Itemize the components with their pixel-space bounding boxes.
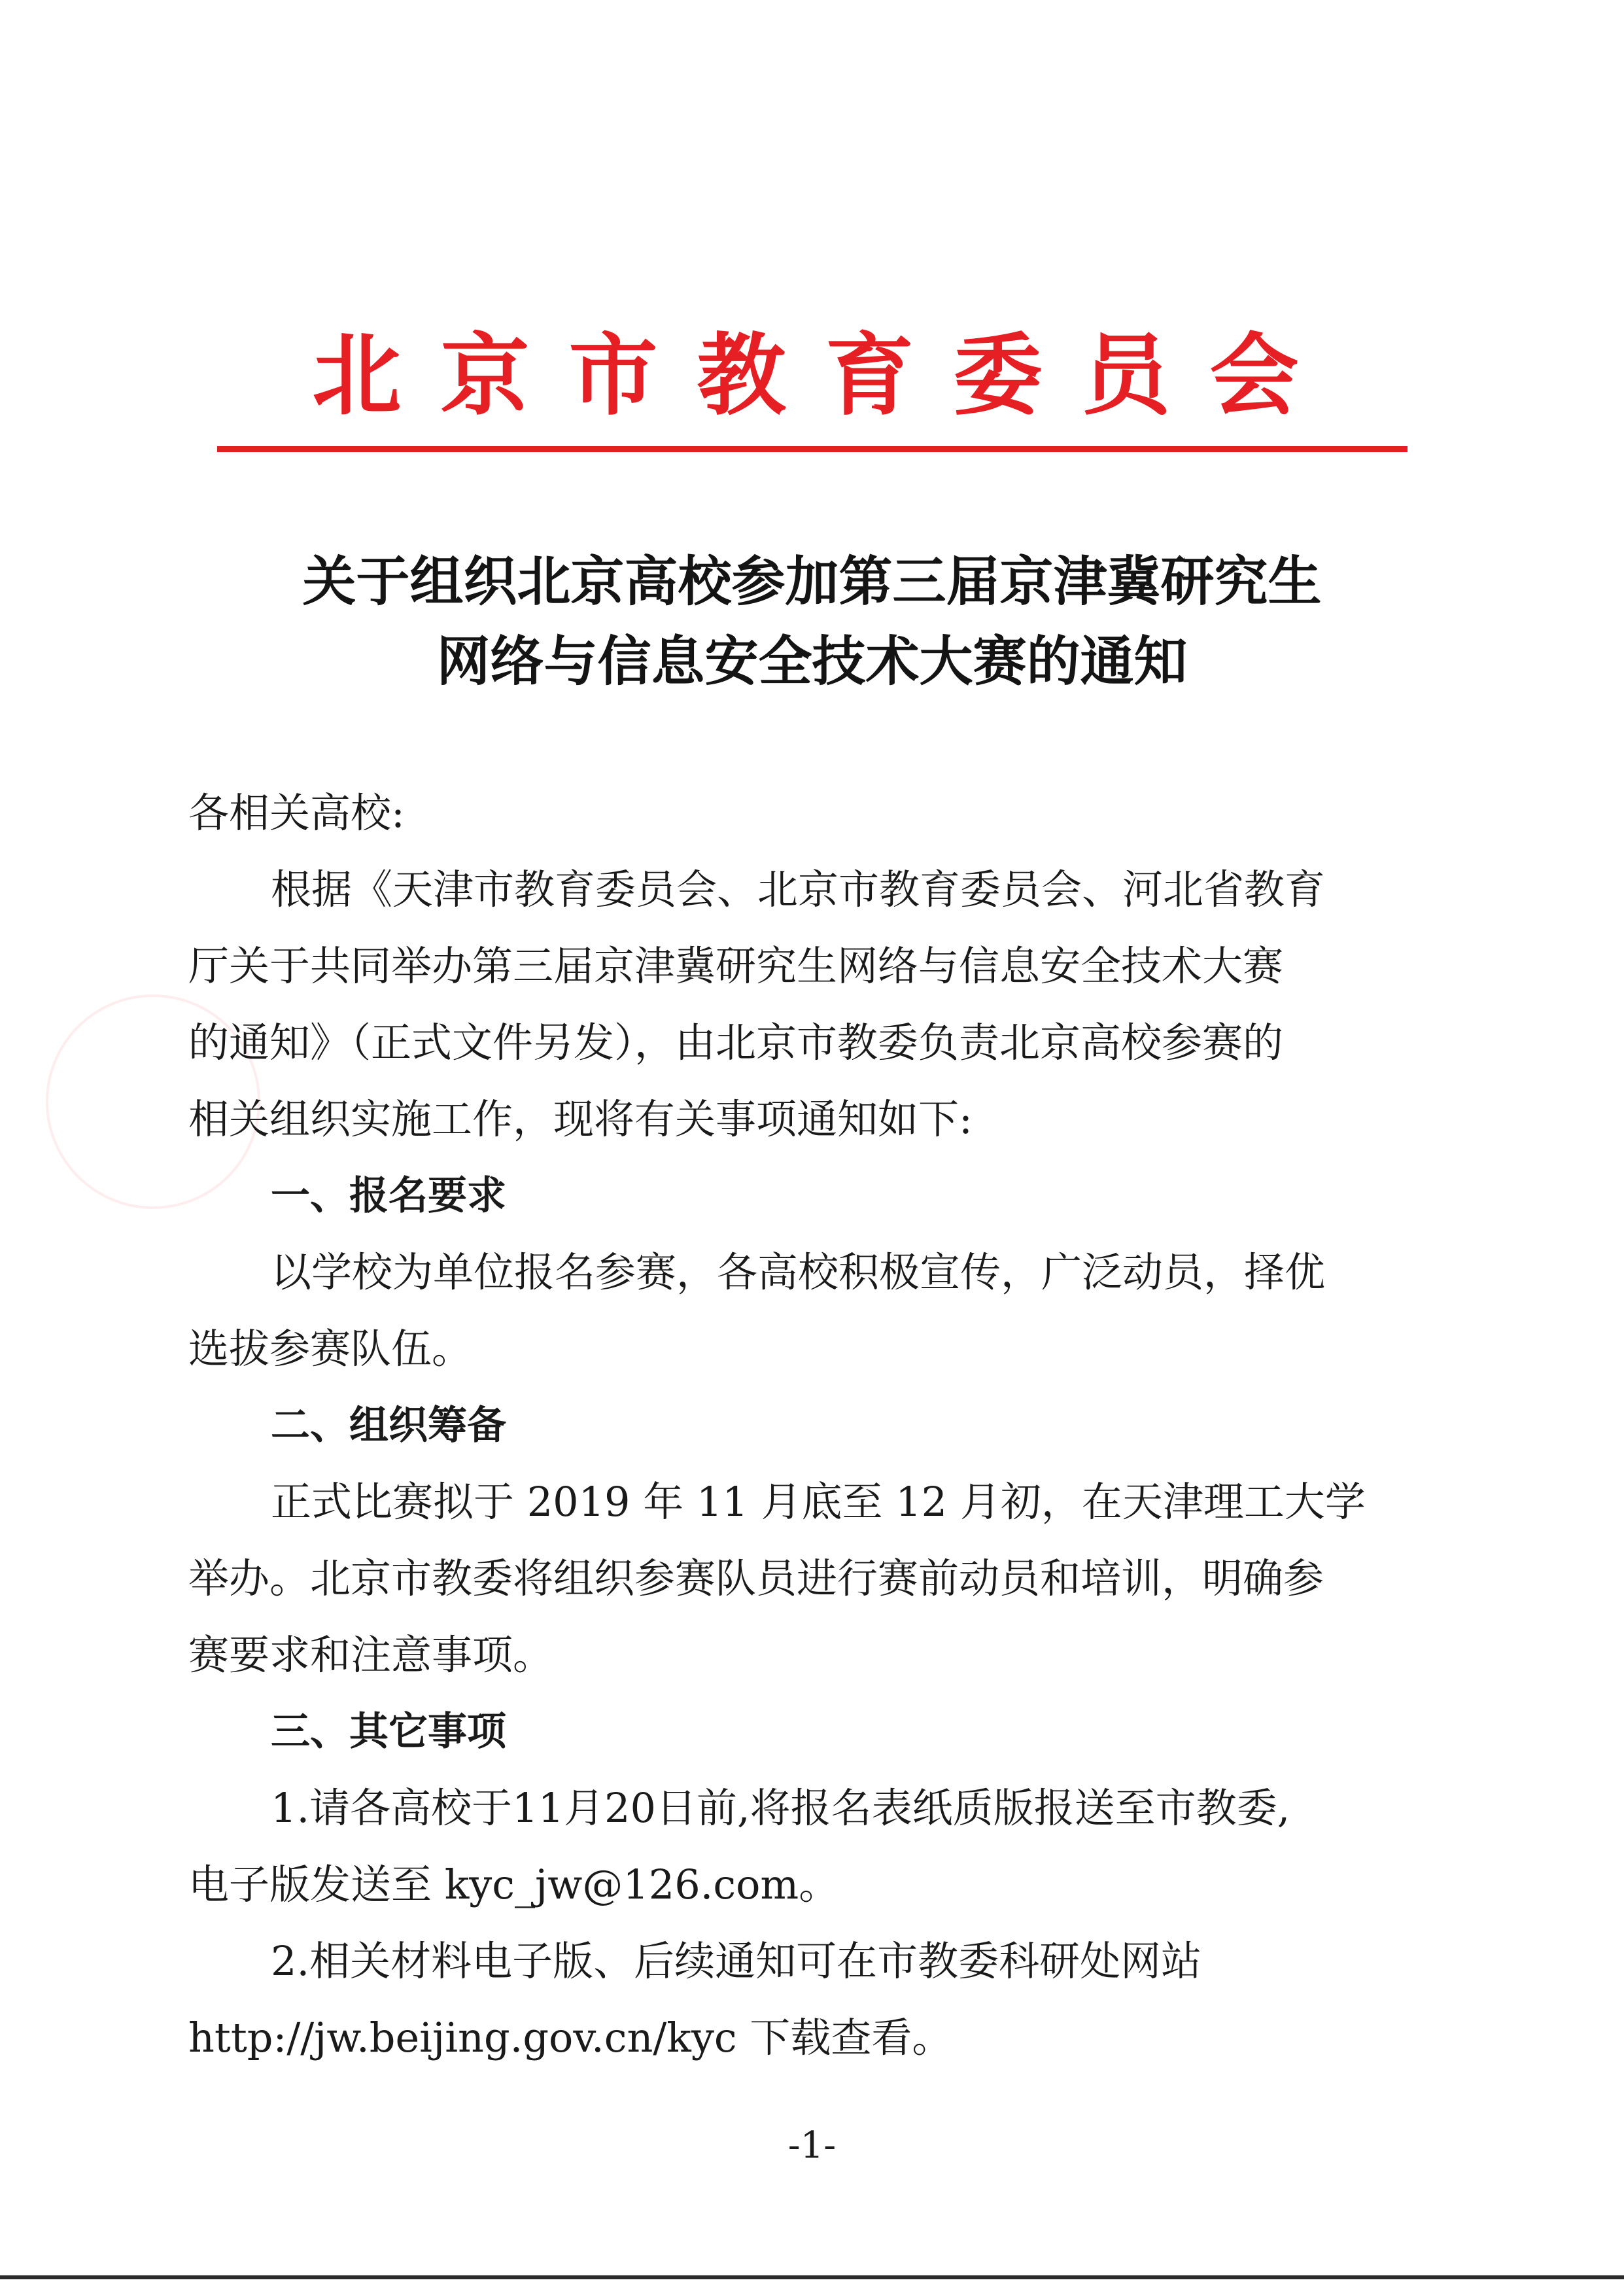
section-3-line-3: 2.相关材料电子版、后续通知可在市教委科研处网站 [271, 1937, 1202, 1985]
section-3-line-2: 电子版发送至 kyc_jw@126.com。 [188, 1861, 840, 1908]
section-heading-other: 三、其它事项 [271, 1709, 506, 1755]
section-2-line-1: 正式比赛拟于 2019 年 11 月底至 12 月初，在天津理工大学 [271, 1478, 1366, 1526]
title-line-1: 关于组织北京高校参加第三届京津冀研究生 [302, 550, 1322, 613]
salutation: 各相关高校: [188, 789, 405, 837]
section-2-line-2: 举办。北京市教委将组织参赛队员进行赛前动员和培训，明确参 [188, 1554, 1324, 1602]
intro-line-1: 根据《天津市教育委员会、北京市教育委员会、河北省教育 [271, 866, 1326, 913]
title-line-2: 网络与信息安全技术大赛的通知 [436, 630, 1188, 693]
section-heading-registration: 一、报名要求 [271, 1173, 506, 1219]
section-3-line-1: 1.请各高校于11月20日前,将报名表纸质版报送至市教委, [271, 1784, 1290, 1832]
section-3-line-4: http://jw.beijing.gov.cn/kyc 下载查看。 [188, 2014, 953, 2061]
section-heading-preparation: 二、组织筹备 [271, 1403, 506, 1448]
intro-line-4: 相关组织实施工作，现将有关事项通知如下: [188, 1095, 973, 1143]
section-1-line-2: 选拔参赛队伍。 [188, 1325, 473, 1373]
issuer-masthead: 北京市教育委员会 [312, 324, 1338, 428]
red-header-rule [217, 446, 1408, 452]
intro-line-3: 的通知》（正式文件另发），由北京市教委负责北京高校参赛的 [188, 1019, 1284, 1066]
section-1-line-1: 以学校为单位报名参赛，各高校积极宣传，广泛动员，择优 [271, 1248, 1326, 1296]
scan-edge-line [0, 2275, 1624, 2279]
page-number: -1- [787, 2124, 837, 2167]
intro-line-2: 厅关于共同举办第三届京津冀研究生网络与信息安全技术大赛 [188, 942, 1284, 990]
document-title [0, 542, 1624, 701]
section-2-line-3: 赛要求和注意事项。 [188, 1631, 554, 1679]
